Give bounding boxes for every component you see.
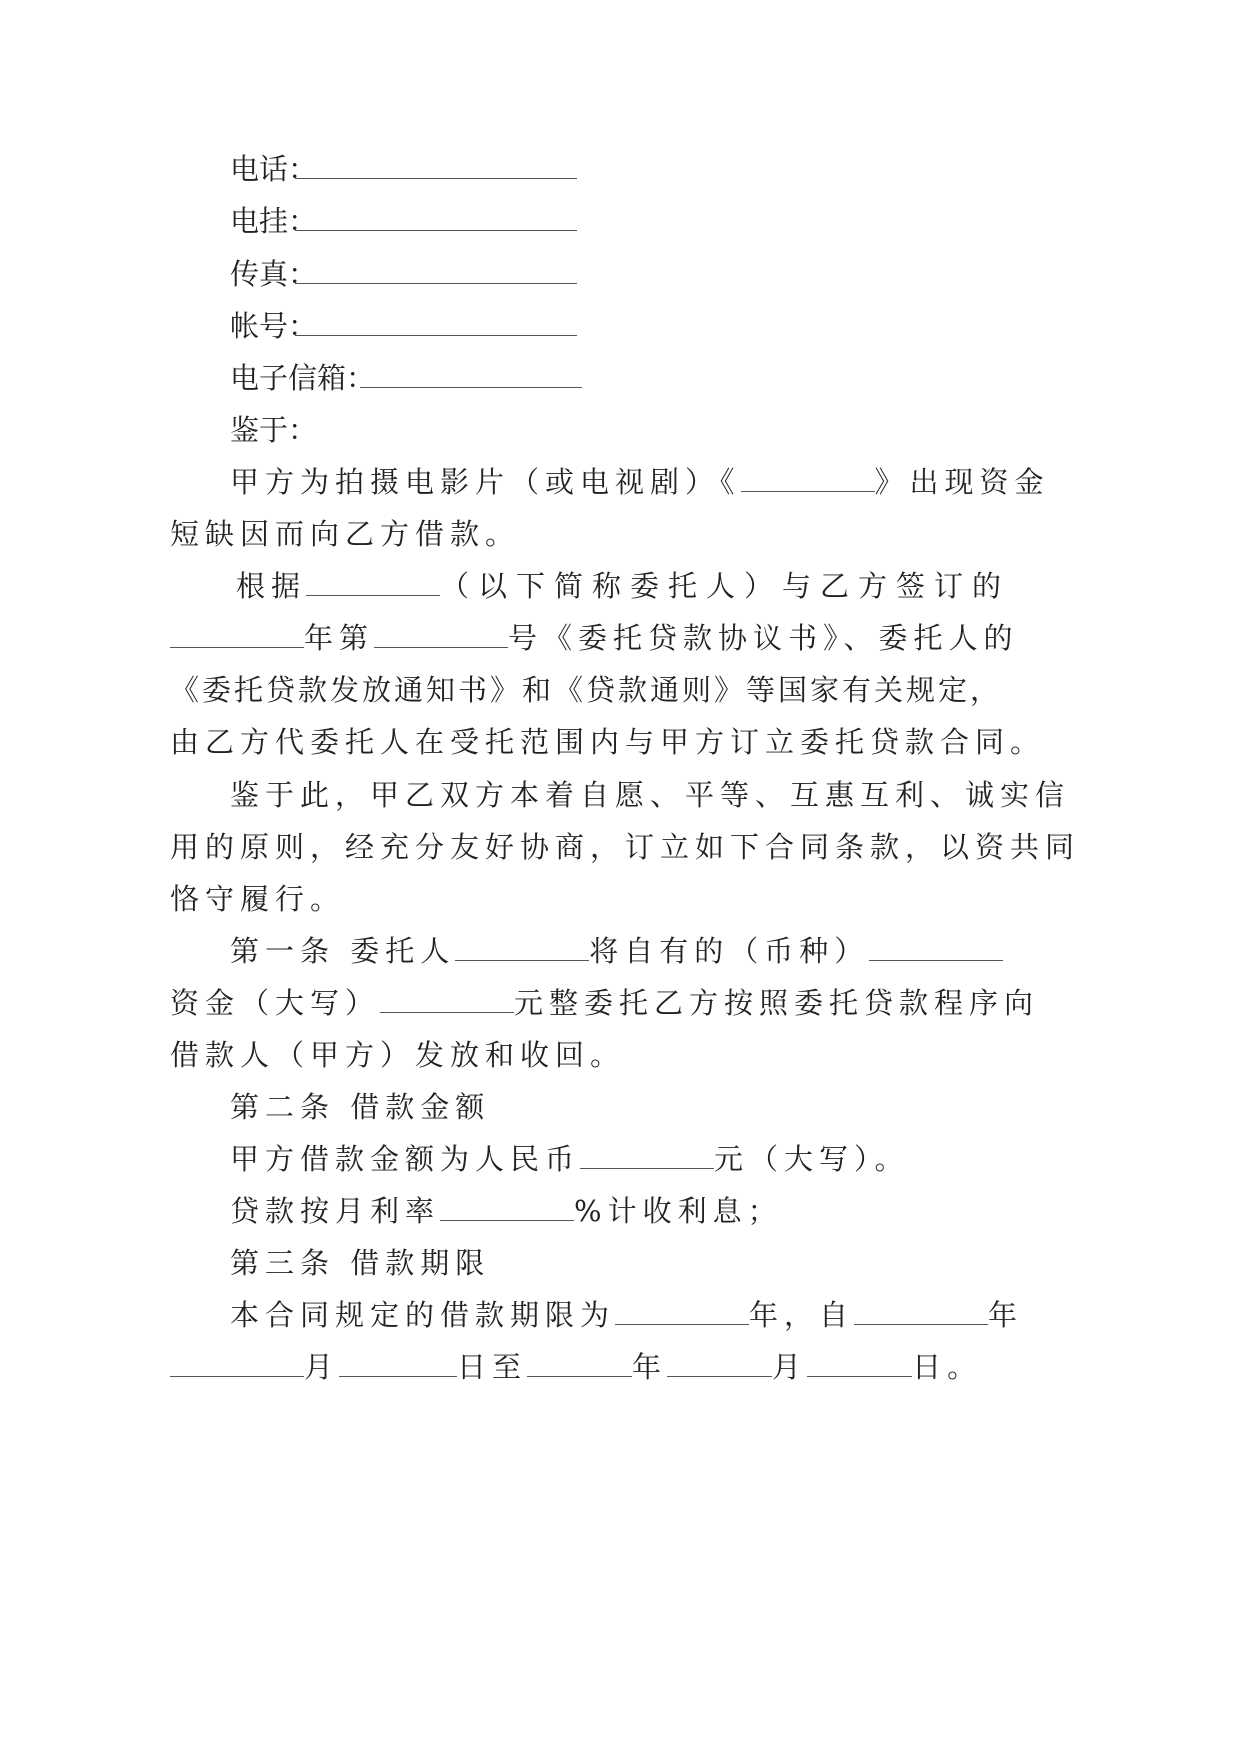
- fax-label: 传真：: [230, 257, 318, 291]
- email-label: 电子信箱：: [230, 361, 376, 395]
- loan-amount-blank[interactable]: [580, 1148, 714, 1169]
- para2-text-d: 号《委托贷款协议书》、委托人的: [508, 621, 1019, 655]
- para3-line1: 鉴于此，甲乙双方本着自愿、平等、互惠互利、诚实信: [230, 778, 1071, 812]
- para2-line2: [170, 621, 1019, 655]
- phone-blank[interactable]: [295, 158, 577, 179]
- whereas-label: 鉴于：: [230, 413, 318, 447]
- para3-line2: 用的原则，经充分友好协商，订立如下合同条款，以资共同: [170, 830, 1081, 864]
- article1-text-b: 将自有的（币种）: [589, 934, 870, 968]
- email-blank[interactable]: [360, 367, 582, 388]
- currency-blank[interactable]: [869, 940, 1003, 961]
- article2-rate-text-b: %计收利息；: [574, 1194, 783, 1228]
- article3-term-text-e: 日至: [457, 1350, 528, 1384]
- film-title-blank[interactable]: [741, 471, 875, 492]
- phone-line: [230, 152, 577, 186]
- article3-term-line1: [230, 1298, 1023, 1332]
- end-year-blank[interactable]: [527, 1356, 632, 1377]
- end-day-blank[interactable]: [807, 1356, 912, 1377]
- term-years-blank[interactable]: [615, 1304, 749, 1325]
- article1-text-a: 第一条 委托人: [230, 934, 456, 968]
- article3-term-text-f: 年: [632, 1350, 668, 1384]
- cable-blank[interactable]: [295, 210, 577, 231]
- capital-amount-blank[interactable]: [380, 992, 514, 1013]
- article2-title: 第二条 借款金额: [230, 1090, 491, 1124]
- fax-line: [230, 257, 577, 291]
- article3-term-text-c: 年: [988, 1298, 1024, 1332]
- article2-amount-line: [230, 1142, 910, 1176]
- article2-rate-text-a: 贷款按月利率: [230, 1194, 441, 1228]
- phone-label: 电话：: [230, 152, 318, 186]
- para1-line2: 短缺因而向乙方借款。: [170, 517, 521, 551]
- para1-text-a: 甲方为拍摄电影片（或电视剧）《: [230, 465, 741, 499]
- agreement-number-blank[interactable]: [374, 627, 508, 648]
- para1-text-b: 》出现资金: [874, 465, 1050, 499]
- article1-line1: [230, 934, 1003, 968]
- article2-amount-text-b: 元（大写）。: [714, 1142, 910, 1176]
- monthly-rate-blank[interactable]: [440, 1200, 574, 1221]
- entrustor-name-blank[interactable]: [306, 575, 440, 596]
- account-blank[interactable]: [295, 315, 577, 336]
- article3-title: 第三条 借款期限: [230, 1246, 491, 1280]
- article3-term-text-a: 本合同规定的借款期限为: [230, 1298, 616, 1332]
- para2-line1: [236, 569, 1010, 603]
- cable-label: 电挂：: [230, 204, 318, 238]
- para2-line4: 由乙方代委托人在受托范围内与甲方订立委托贷款合同。: [170, 725, 1046, 759]
- para3-line3: 恪守履行。: [170, 882, 346, 916]
- account-line: [230, 309, 577, 343]
- article3-term-text-b: 年，自: [749, 1298, 855, 1332]
- para2-text-a: 根据: [236, 569, 307, 603]
- article1-line3: 借款人（甲方）发放和收回。: [170, 1038, 626, 1072]
- article3-term-text-h: 日。: [912, 1350, 983, 1384]
- start-month-blank[interactable]: [170, 1356, 304, 1377]
- account-label: 帐号：: [230, 309, 318, 343]
- article3-term-text-d: 月: [304, 1350, 340, 1384]
- article1-text-c: 资金（大写）: [170, 986, 381, 1020]
- para2-line3: 《委托贷款发放通知书》和《贷款通则》等国家有关规定，: [170, 673, 1003, 707]
- end-month-blank[interactable]: [667, 1356, 772, 1377]
- para1-line1: [230, 465, 1050, 499]
- article3-term-text-g: 月: [772, 1350, 808, 1384]
- start-day-blank[interactable]: [339, 1356, 457, 1377]
- article1-text-d: 元整委托乙方按照委托贷款程序向: [514, 986, 1040, 1020]
- article2-rate-line: [230, 1194, 783, 1228]
- cable-line: [230, 204, 577, 238]
- article2-amount-text-a: 甲方借款金额为人民币: [230, 1142, 581, 1176]
- fax-blank[interactable]: [295, 263, 577, 284]
- article1-line2: [170, 986, 1039, 1020]
- article3-term-line2: [170, 1350, 982, 1384]
- agreement-year-blank[interactable]: [170, 627, 304, 648]
- email-line: [230, 361, 582, 395]
- para2-text-b: （以下简称委托人）与乙方签订的: [440, 569, 1011, 603]
- start-year-blank[interactable]: [854, 1304, 988, 1325]
- para2-text-c: 年第: [304, 621, 375, 655]
- entrustor-blank[interactable]: [455, 940, 589, 961]
